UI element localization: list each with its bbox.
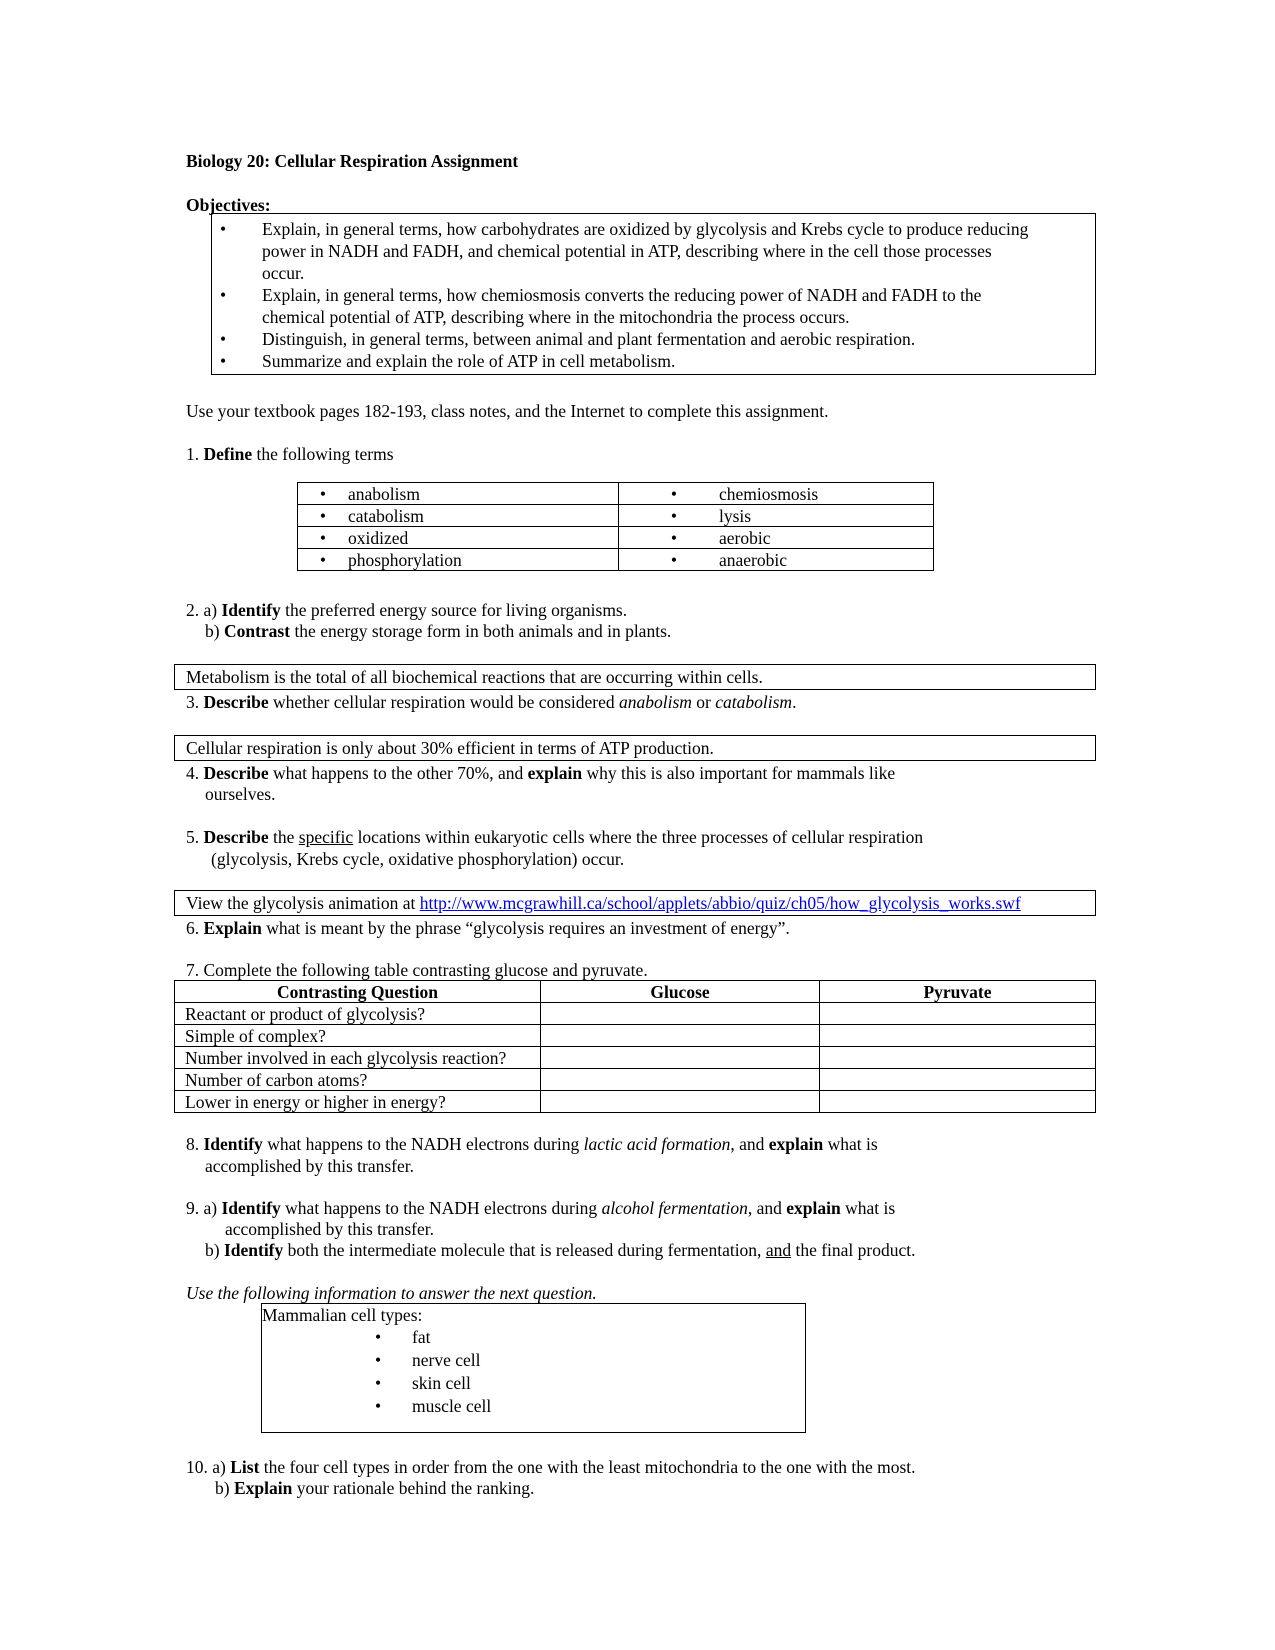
answer-cell-pyruvate[interactable] <box>820 1025 1096 1047</box>
table-cell: Reactant or product of glycolysis? <box>175 1003 541 1025</box>
glucose-pyruvate-table <box>174 980 1096 1113</box>
table-cell: Number involved in each glycolysis reaction? <box>175 1047 541 1069</box>
cell-types-box <box>261 1303 806 1433</box>
bullet-icon: • <box>220 219 227 239</box>
question-2b: b) Contrast the energy storage form in both animals and in plants. <box>205 621 672 641</box>
answer-cell-glucose[interactable] <box>541 1003 820 1025</box>
objectives-box <box>211 213 1096 375</box>
answer-cell-pyruvate[interactable] <box>820 1047 1096 1069</box>
efficiency-info-text: Cellular respiration is only about 30% efficient in terms of ATP production. <box>186 738 714 758</box>
table-row <box>298 483 934 505</box>
objectives-heading: Objectives: <box>186 195 271 215</box>
term-cell: • chemiosmosis <box>619 483 934 505</box>
table-header-cell: Pyruvate <box>820 981 1096 1003</box>
question-5: 5. Describe the specific locations within eukaryotic cells where the three processes of cellular respiration <box>186 827 924 847</box>
table-row <box>298 527 934 549</box>
objective-4: Summarize and explain the role of ATP in cell metabolism. <box>262 351 676 371</box>
cell-type-item: nerve cell <box>412 1350 481 1370</box>
table-cell: Simple of complex? <box>175 1025 541 1047</box>
answer-cell-glucose[interactable] <box>541 1069 820 1091</box>
table-row <box>175 1003 1096 1025</box>
question-10b: b) Explain your rationale behind the ranking. <box>215 1478 535 1498</box>
question-8-line-2: accomplished by this transfer. <box>205 1156 414 1176</box>
bullet-icon: • <box>220 351 227 371</box>
term-cell: • oxidized <box>298 527 619 549</box>
question-9a-line-2: accomplished by this transfer. <box>225 1219 434 1239</box>
bullet-icon: • <box>375 1373 382 1393</box>
question-4: 4. Describe what happens to the other 70%, and explain why this is also important for mammals like <box>186 763 896 783</box>
question-6: 6. Explain what is meant by the phrase “glycolysis requires an investment of energy”. <box>186 918 790 938</box>
table-header-row <box>175 981 1096 1003</box>
table-cell: Number of carbon atoms? <box>175 1069 541 1091</box>
term-cell: • aerobic <box>619 527 934 549</box>
bullet-icon: • <box>375 1396 382 1416</box>
cell-type-item: muscle cell <box>412 1396 492 1416</box>
question-2a: 2. a) Identify the preferred energy source for living organisms. <box>186 600 628 620</box>
animation-info-text: View the glycolysis animation at http://www.mcgrawhill.ca/school/applets/abbio/quiz/ch05/how_glycolysis_works.swf <box>186 893 1021 913</box>
table-row <box>298 505 934 527</box>
answer-cell-pyruvate[interactable] <box>820 1091 1096 1113</box>
animation-info-box <box>174 890 1096 916</box>
term-cell: • lysis <box>619 505 934 527</box>
objective-2-line-2: chemical potential of ATP, describing where in the mitochondria the process occurs. <box>262 307 850 327</box>
objective-1-line-2: power in NADH and FADH, and chemical potential in ATP, describing where in the cell those processes <box>262 241 992 261</box>
table-cell: Lower in energy or higher in energy? <box>175 1091 541 1113</box>
bullet-icon: • <box>220 285 227 305</box>
table-row <box>175 1025 1096 1047</box>
metabolism-info-box <box>174 664 1096 690</box>
question-8: 8. Identify what happens to the NADH electrons during lactic acid formation, and explain what is <box>186 1134 878 1154</box>
question-1: 1. Define the following terms <box>186 444 394 464</box>
table-row <box>175 1069 1096 1091</box>
answer-cell-glucose[interactable] <box>541 1025 820 1047</box>
answer-cell-glucose[interactable] <box>541 1091 820 1113</box>
table-header-cell: Contrasting Question <box>175 981 541 1003</box>
cell-types-heading: Mammalian cell types: <box>262 1305 423 1325</box>
terms-table <box>297 482 934 571</box>
question-3: 3. Describe whether cellular respiration would be considered anabolism or catabolism. <box>186 692 797 712</box>
intro-text: Use your textbook pages 182-193, class notes, and the Internet to complete this assignment. <box>186 401 829 421</box>
table-row <box>175 1047 1096 1069</box>
table-row <box>175 1091 1096 1113</box>
question-9b: b) Identify both the intermediate molecule that is released during fermentation, and the final product. <box>205 1240 916 1260</box>
metabolism-info-text: Metabolism is the total of all biochemical reactions that are occurring within cells. <box>186 667 763 687</box>
answer-cell-glucose[interactable] <box>541 1047 820 1069</box>
term-cell: • anabolism <box>298 483 619 505</box>
bullet-icon: • <box>375 1327 382 1347</box>
question-10a: 10. a) List the four cell types in order from the one with the least mitochondria to the one with the most. <box>186 1457 916 1477</box>
objective-3: Distinguish, in general terms, between animal and plant fermentation and aerobic respiration. <box>262 329 916 349</box>
question-4-line-2: ourselves. <box>205 784 276 804</box>
objective-2-line-1: Explain, in general terms, how chemiosmosis converts the reducing power of NADH and FADH to the <box>262 285 982 305</box>
question-5-line-2: (glycolysis, Krebs cycle, oxidative phosphorylation) occur. <box>211 849 625 869</box>
answer-cell-pyruvate[interactable] <box>820 1069 1096 1091</box>
bullet-icon: • <box>375 1350 382 1370</box>
term-cell: • catabolism <box>298 505 619 527</box>
cell-type-item: fat <box>412 1327 431 1347</box>
info-note: Use the following information to answer the next question. <box>186 1283 597 1303</box>
question-7: 7. Complete the following table contrasting glucose and pyruvate. <box>186 960 648 980</box>
term-cell: • phosphorylation <box>298 549 619 571</box>
bullet-icon: • <box>220 329 227 349</box>
table-header-cell: Glucose <box>541 981 820 1003</box>
table-row <box>298 549 934 571</box>
efficiency-info-box <box>174 735 1096 761</box>
question-9a: 9. a) Identify what happens to the NADH electrons during alcohol fermentation, and explain what is <box>186 1198 896 1218</box>
objective-1-line-1: Explain, in general terms, how carbohydrates are oxidized by glycolysis and Krebs cycle to produce reducing <box>262 219 1029 239</box>
answer-cell-pyruvate[interactable] <box>820 1003 1096 1025</box>
objective-1-line-3: occur. <box>262 263 305 283</box>
term-cell: • anaerobic <box>619 549 934 571</box>
page-title: Biology 20: Cellular Respiration Assignment <box>186 151 519 171</box>
cell-type-item: skin cell <box>412 1373 471 1393</box>
glycolysis-animation-link[interactable]: http://www.mcgrawhill.ca/school/applets/abbio/quiz/ch05/how_glycolysis_works.swf <box>419 893 1021 913</box>
